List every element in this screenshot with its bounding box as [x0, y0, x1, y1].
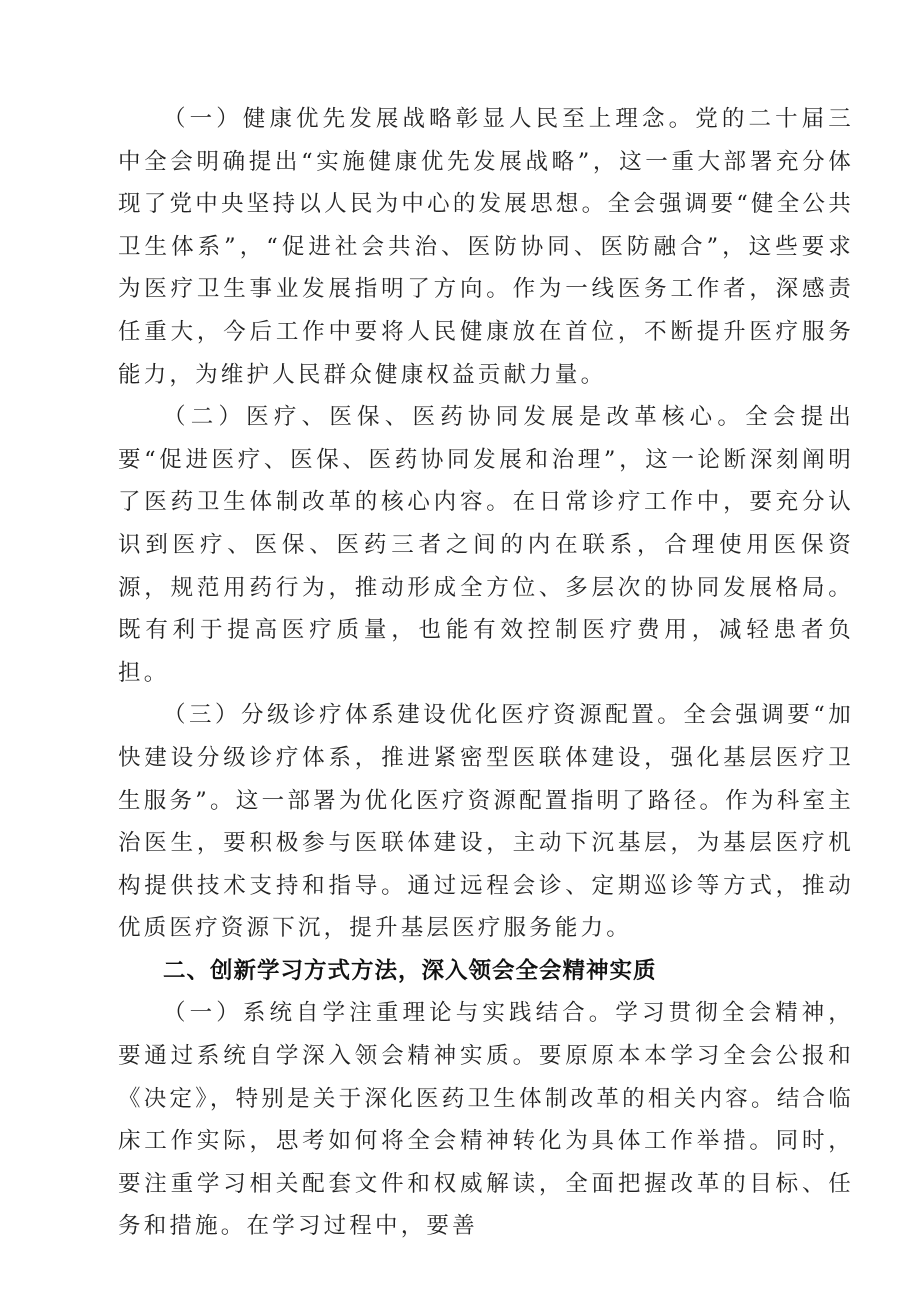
paragraph-systematic-study: （一）系统自学注重理论与实践结合。学习贯彻全会精神，要通过系统自学深入领会精神实质。要原原本本学习全会公报和《决定》，特别是关于深化医药卫生体制改革的相关内容。结合临床工作实际，思考如何将全会精神转化为具体工作举措。同时，要注重学习相关配套文件和权威解读，全面把握改革的目标、任务和措施。在学习过程中，要善 [118, 1000, 854, 1240]
document-body [118, 98, 854, 1248]
paragraph-three-medical-coordination: （二）医疗、医保、医药协同发展是改革核心。全会提出要“促进医疗、医保、医药协同发展和治理”，这一论断深刻阐明了医药卫生体制改革的核心内容。在日常诊疗工作中，要充分认识到医疗、医保、医药三者之间的内在联系，合理使用医保资源，规范用药行为，推动形成全方位、多层次的协同发展格局。既有利于提高医疗质量，也能有效控制医疗费用，减轻患者负担。 [118, 404, 854, 686]
paragraph-health-priority: （一）健康优先发展战略彰显人民至上理念。党的二十届三中全会明确提出“实施健康优先发展战略”，这一重大部署充分体现了党中央坚持以人民为中心的发展思想。全会强调要“健全公共卫生体系”，“促进社会共治、医防协同、医防融合”，这些要求为医疗卫生事业发展指明了方向。作为一线医务工作者，深感责任重大，今后工作中要将人民健康放在首位，不断提升医疗服务能力，为维护人民群众健康权益贡献力量。 [118, 106, 854, 388]
paragraph-tiered-diagnosis: （三）分级诊疗体系建设优化医疗资源配置。全会强调要“加快建设分级诊疗体系，推进紧密型医联体建设，强化基层医疗卫生服务”。这一部署为优化医疗资源配置指明了路径。作为科室主治医生，要积极参与医联体建设，主动下沉基层，为基层医疗机构提供技术支持和指导。通过远程会诊、定期巡诊等方式，推动优质医疗资源下沉，提升基层医疗服务能力。 [118, 702, 854, 942]
section-heading: 二、创新学习方式方法，深入领会全会精神实质 [163, 957, 657, 984]
